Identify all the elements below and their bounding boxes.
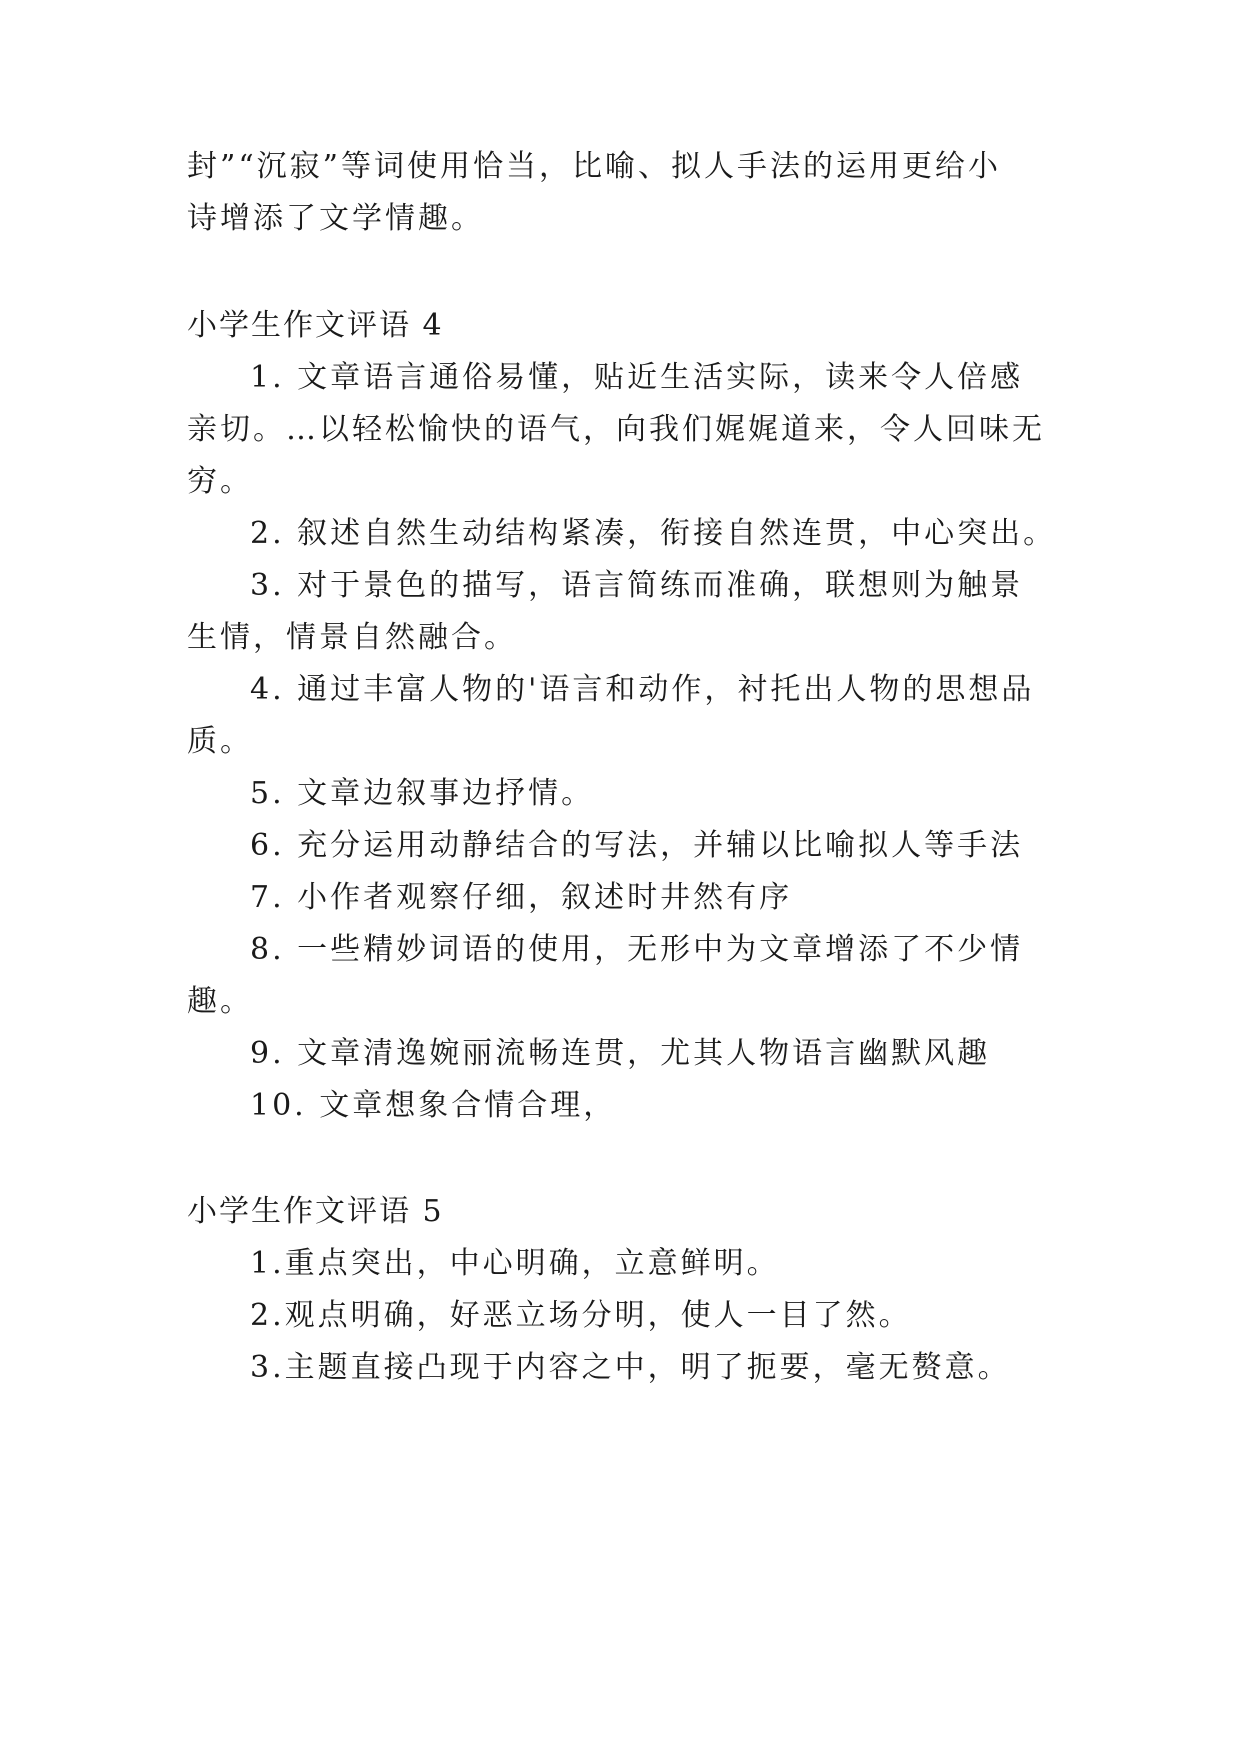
- comment-line: 2. 叙述自然生动结构紧凑，衔接自然连贯，中心突出。: [250, 516, 1057, 551]
- section-heading: 小学生作文评语 5: [187, 1194, 444, 1229]
- intro-line: 诗增添了文学情趣。: [187, 201, 484, 236]
- comment-line: 生情，情景自然融合。: [187, 620, 517, 655]
- comment-line: 3. 对于景色的描写，语言简练而准确，联想则为触景: [250, 568, 1024, 603]
- comment-line: 10. 文章想象合情合理，: [250, 1088, 617, 1123]
- comment-line: 9. 文章清逸婉丽流畅连贯，尤其人物语言幽默风趣: [250, 1036, 991, 1071]
- comment-line: 3.主题直接凸现于内容之中，明了扼要，毫无赘意。: [250, 1350, 1011, 1385]
- comment-line: 4. 通过丰富人物的'语言和动作，衬托出人物的思想品: [250, 672, 1035, 707]
- comment-line: 5. 文章边叙事边抒情。: [250, 776, 595, 811]
- comment-line: 穷。: [187, 464, 253, 499]
- comment-line: 8. 一些精妙词语的使用，无形中为文章增添了不少情: [250, 932, 1024, 967]
- intro-line: 封”“沉寂”等词使用恰当，比喻、拟人手法的运用更给小: [187, 149, 1002, 184]
- comment-line: 7. 小作者观察仔细，叙述时井然有序: [250, 880, 793, 915]
- comment-line: 1.重点突出，中心明确，立意鲜明。: [250, 1246, 780, 1281]
- comment-line: 6. 充分运用动静结合的写法，并辅以比喻拟人等手法: [250, 828, 1024, 863]
- comment-line: 2.观点明确，好恶立场分明，使人一目了然。: [250, 1298, 912, 1333]
- comment-line: 质。: [187, 724, 253, 759]
- section-heading: 小学生作文评语 4: [187, 308, 444, 343]
- comment-line: 1. 文章语言通俗易懂，贴近生活实际，读来令人倍感: [250, 360, 1024, 395]
- comment-line: 亲切。…以轻松愉快的语气，向我们娓娓道来，令人回味无: [187, 412, 1045, 447]
- comment-line: 趣。: [187, 984, 253, 1019]
